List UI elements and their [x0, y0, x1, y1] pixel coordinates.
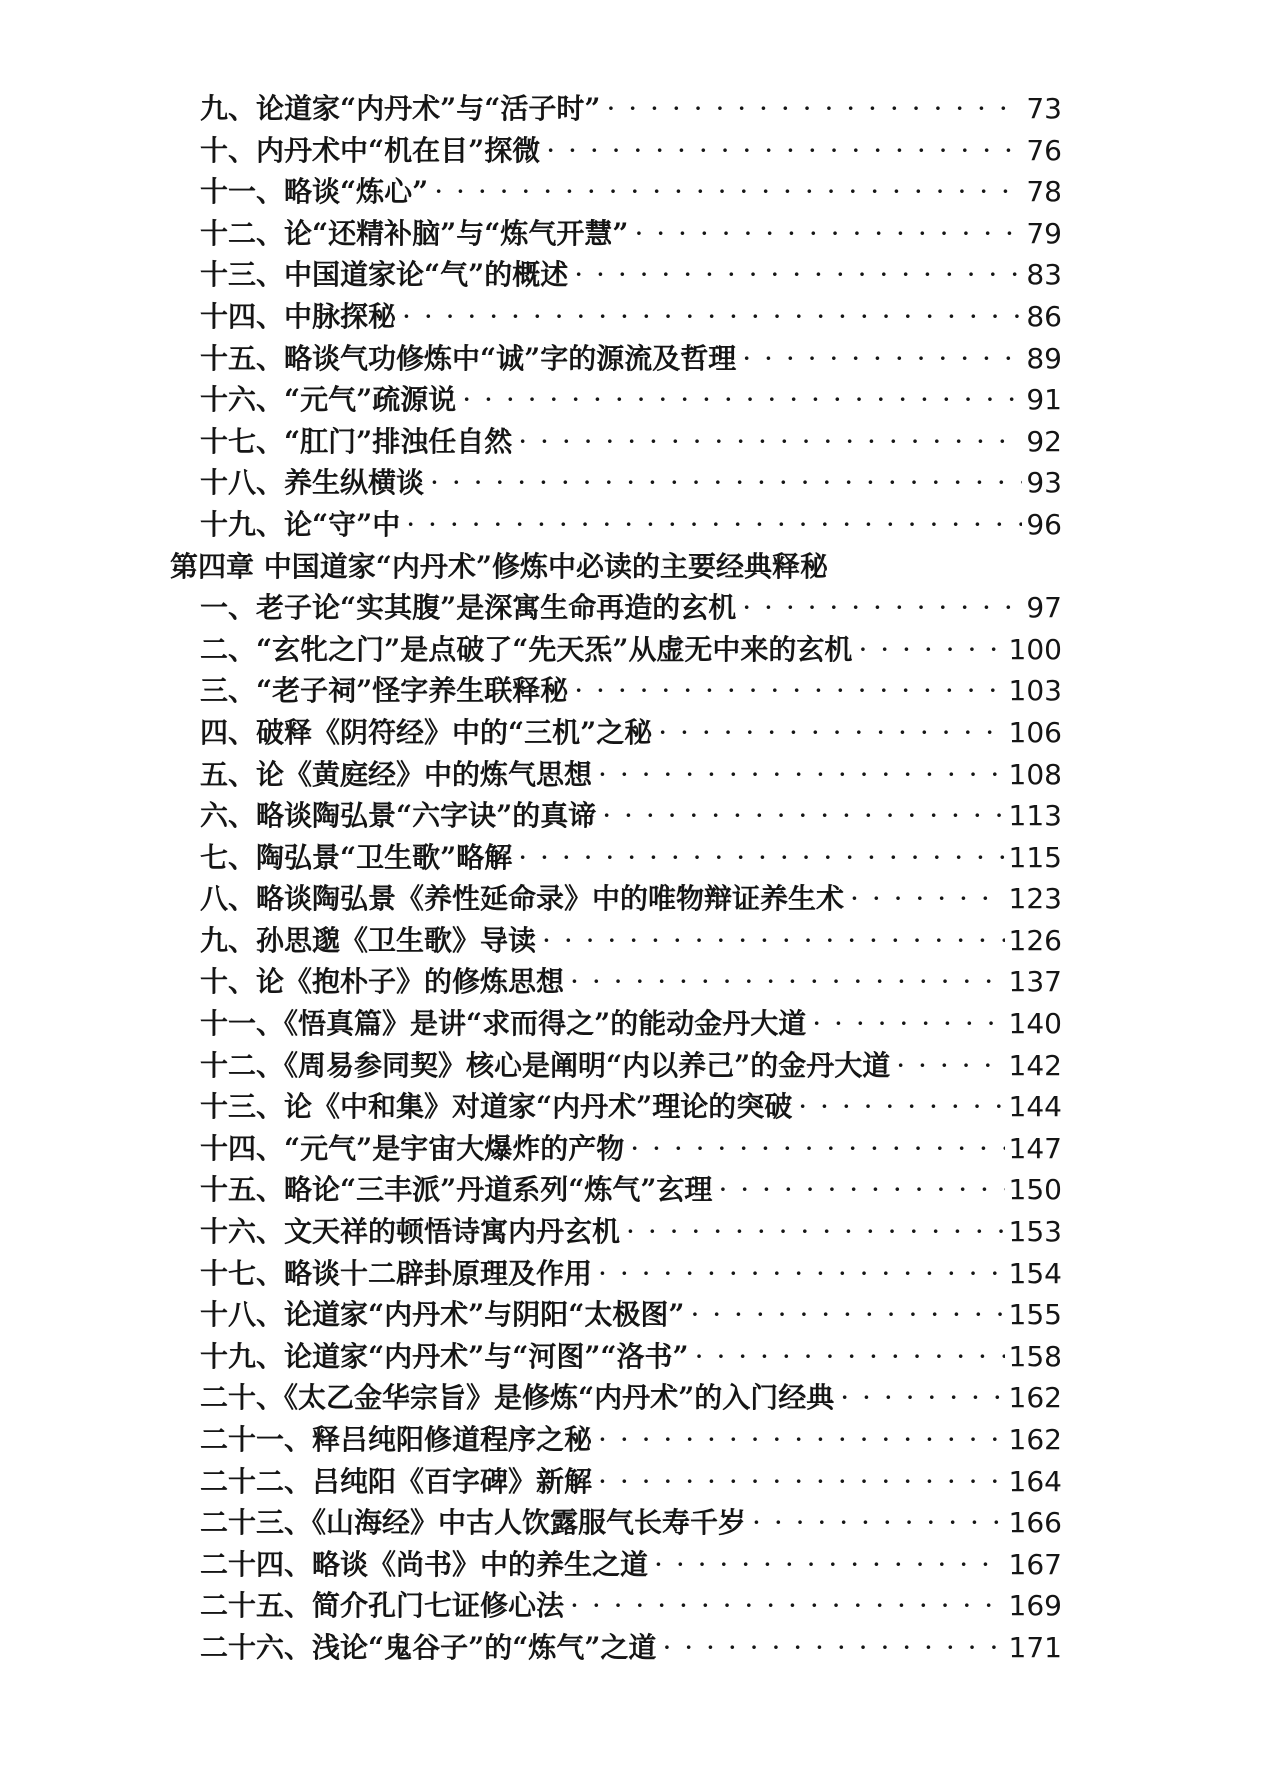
toc-entry — [200, 1253, 1062, 1295]
toc-entry — [200, 1294, 1062, 1336]
toc-entry — [200, 1377, 1062, 1419]
toc-entry-title: 二十一、释吕纯阳修道程序之秘 — [200, 1423, 593, 1456]
dot-leader — [542, 920, 1005, 962]
toc-entry-page-number: 155 — [1008, 1298, 1062, 1332]
toc-entry-title: 八、略谈陶弘景《养性延命录》中的唯物辩证养生术 — [200, 882, 845, 916]
toc-entry-page-number: 103 — [1008, 674, 1062, 708]
toc-entry — [200, 670, 1062, 712]
toc-entry-page-number: 89 — [1026, 341, 1062, 375]
toc-entry — [200, 504, 1062, 546]
toc-entry-page-number: 91 — [1026, 383, 1062, 417]
dot-leader — [598, 754, 1005, 796]
toc-entry-page-number: 154 — [1008, 1256, 1062, 1290]
toc-entry — [200, 961, 1062, 1003]
dot-leader — [518, 837, 1004, 879]
toc-entry-title: 二十、《太乙金华宗旨》是修炼“内丹术”的入门经典 — [200, 1381, 835, 1415]
dot-leader — [654, 1544, 1005, 1586]
dot-leader — [598, 1419, 1005, 1461]
toc-entry-title: 十一、略谈“炼心” — [200, 175, 429, 209]
toc-entry — [200, 1169, 1062, 1211]
toc-entry-page-number: 108 — [1008, 757, 1062, 791]
toc-entry-title: 十二、论“还精补脑”与“炼气开慧” — [200, 216, 629, 250]
toc-entry — [200, 795, 1062, 837]
toc-entry-title: 十、论《抱朴子》的修炼思想 — [200, 965, 565, 999]
dot-leader — [462, 379, 1022, 421]
toc-entry-page-number: 126 — [1008, 923, 1062, 957]
dot-leader — [402, 296, 1022, 338]
toc-entry-title: 二、“玄牝之门”是点破了“先天炁”从虚无中来的玄机 — [200, 632, 853, 666]
toc-entry-page-number: 93 — [1026, 466, 1062, 500]
toc-entry — [200, 88, 1062, 130]
toc-entry-page-number: 171 — [1008, 1630, 1062, 1664]
toc-entry-page-number: 86 — [1026, 299, 1062, 333]
toc-entry-page-number: 113 — [1008, 799, 1062, 833]
dot-leader — [626, 1211, 1005, 1253]
toc-entry-title: 十八、养生纵横谈 — [200, 466, 425, 500]
toc-entry — [200, 629, 1062, 671]
toc-entry — [200, 878, 1062, 920]
toc-entry-page-number: 162 — [1008, 1381, 1062, 1415]
toc-entry-title: 十、内丹术中“机在目”探微 — [200, 133, 541, 167]
dot-leader — [406, 504, 1022, 546]
toc-entry — [200, 1128, 1062, 1170]
toc-entry — [200, 1544, 1062, 1586]
dot-leader — [570, 961, 1005, 1003]
toc-entry — [200, 213, 1062, 255]
toc-entry-title: 四、破释《阴符经》中的“三机”之秘 — [200, 715, 653, 749]
toc-entry-title: 十五、略论“三丰派”丹道系列“炼气”玄理 — [200, 1173, 713, 1207]
toc-entry-page-number: 106 — [1008, 715, 1062, 749]
toc-entry — [200, 379, 1062, 421]
toc-entry-page-number: 142 — [1008, 1048, 1062, 1082]
toc-entry — [200, 462, 1062, 504]
toc-entry — [200, 1336, 1062, 1378]
dot-leader — [574, 670, 1004, 712]
toc-entry-title: 十六、“元气”疏源说 — [200, 383, 457, 417]
toc-entry-page-number: 144 — [1008, 1090, 1062, 1124]
toc-entry-title: 二十三、《山海经》中古人饮露服气长寿千岁 — [200, 1506, 747, 1540]
dot-leader — [602, 795, 1004, 837]
toc-entry — [200, 1003, 1062, 1045]
toc-entry — [200, 254, 1062, 296]
dot-leader — [695, 1336, 1005, 1378]
toc-entry-page-number: 97 — [1026, 591, 1062, 625]
toc-entry-title: 十四、“元气”是宇宙大爆炸的产物 — [200, 1131, 625, 1165]
toc-entry-title: 十七、略谈十二辟卦原理及作用 — [200, 1256, 593, 1290]
toc-entry-page-number: 123 — [1008, 882, 1062, 916]
toc-entry-page-number: 79 — [1026, 216, 1062, 250]
toc-entry-page-number: 166 — [1008, 1506, 1062, 1540]
toc-entry-title: 二十二、吕纯阳《百字碑》新解 — [200, 1464, 593, 1498]
toc-entry — [200, 130, 1062, 172]
toc-entry-page-number: 140 — [1008, 1007, 1062, 1041]
toc-entry-page-number: 169 — [1008, 1589, 1062, 1623]
toc-entry — [200, 1211, 1062, 1253]
dot-leader — [742, 587, 1022, 629]
toc-entry — [200, 712, 1062, 754]
toc-entry — [200, 1585, 1062, 1627]
dot-leader — [812, 1003, 1004, 1045]
toc-entry-page-number: 92 — [1026, 424, 1062, 458]
toc-entry-title: 六、略谈陶弘景“六字诀”的真谛 — [200, 799, 597, 833]
toc-entry-page-number: 164 — [1008, 1464, 1062, 1498]
dot-leader — [570, 1585, 1005, 1627]
toc-entry — [200, 1045, 1062, 1087]
toc-entry-title: 十三、论《中和集》对道家“内丹术”理论的突破 — [200, 1090, 793, 1124]
toc-entry-page-number: 115 — [1008, 840, 1062, 874]
dot-leader — [896, 1045, 1004, 1087]
toc-entry-title: 十三、中国道家论“气”的概述 — [200, 258, 569, 292]
toc-entry-title: 七、陶弘景“卫生歌”略解 — [200, 840, 513, 874]
dot-leader — [434, 171, 1022, 213]
toc-entry — [200, 296, 1062, 338]
dot-leader — [574, 254, 1022, 296]
toc-entry-title: 十八、论道家“内丹术”与阴阳“太极图” — [200, 1298, 685, 1332]
dot-leader — [662, 1627, 1004, 1669]
dot-leader — [634, 213, 1022, 255]
toc-entry-page-number: 162 — [1008, 1423, 1062, 1456]
toc-entry-title: 二十五、简介孔门七证修心法 — [200, 1589, 565, 1623]
dot-leader — [690, 1294, 1004, 1336]
dot-leader — [858, 629, 1004, 671]
toc-entry — [200, 587, 1062, 629]
dot-leader — [718, 1169, 1004, 1211]
toc-entry — [200, 1502, 1062, 1544]
dot-leader — [630, 1128, 1004, 1170]
chapter-heading: 第四章 中国道家“内丹术”修炼中必读的主要经典释秘 — [170, 549, 828, 583]
toc-entry-page-number: 83 — [1026, 258, 1062, 292]
toc-entry-title: 一、老子论“实其腹”是深寓生命再造的玄机 — [200, 591, 737, 625]
toc-entry-title: 三、“老子祠”怪字养生联释秘 — [200, 674, 569, 708]
toc-entry — [200, 1461, 1062, 1503]
toc-entry-title: 五、论《黄庭经》中的炼气思想 — [200, 757, 593, 791]
toc-entry-page-number: 96 — [1026, 507, 1062, 541]
dot-leader — [430, 462, 1022, 504]
toc-entry-page-number: 78 — [1026, 175, 1062, 209]
toc-entry — [200, 754, 1062, 796]
toc-entry-title: 九、孙思邈《卫生歌》导读 — [200, 923, 537, 957]
toc-entry-page-number: 150 — [1008, 1173, 1062, 1207]
toc-entry — [200, 1086, 1062, 1128]
toc-entry-title: 九、论道家“内丹术”与“活子时” — [200, 92, 601, 125]
toc-entry-title: 十一、《悟真篇》是讲“求而得之”的能动金丹大道 — [200, 1007, 807, 1041]
table-of-contents — [0, 88, 1261, 1669]
toc-entry — [200, 1419, 1062, 1461]
toc-entry-title: 十七、“肛门”排浊任自然 — [200, 424, 513, 458]
toc-entry-title: 二十六、浅论“鬼谷子”的“炼气”之道 — [200, 1630, 657, 1664]
toc-entry-title: 二十四、略谈《尚书》中的养生之道 — [200, 1547, 649, 1581]
toc-entry-page-number: 147 — [1008, 1131, 1062, 1165]
toc-entry-page-number: 158 — [1008, 1339, 1062, 1373]
dot-leader — [752, 1502, 1005, 1544]
toc-entry — [200, 1627, 1062, 1669]
dot-leader — [658, 712, 1004, 754]
toc-entry-title: 十五、略谈气功修炼中“诚”字的源流及哲理 — [200, 341, 737, 375]
dot-leader — [598, 1253, 1005, 1295]
toc-entry-title: 十九、论“守”中 — [200, 507, 401, 541]
toc-entry-title: 十六、文天祥的顿悟诗寓内丹玄机 — [200, 1215, 621, 1249]
toc-entry-page-number: 153 — [1008, 1215, 1062, 1249]
toc-entry-page-number: 137 — [1008, 965, 1062, 999]
dot-leader — [598, 1461, 1005, 1503]
dot-leader — [518, 421, 1022, 463]
toc-entry-title: 十四、中脉探秘 — [200, 299, 397, 333]
dot-leader — [840, 1377, 1004, 1419]
dot-leader — [606, 88, 1022, 130]
toc-entry-page-number: 76 — [1026, 133, 1062, 167]
toc-entry-page-number: 167 — [1008, 1547, 1062, 1581]
dot-leader — [742, 338, 1022, 380]
toc-entry — [200, 920, 1062, 962]
dot-leader — [546, 130, 1022, 172]
toc-entry — [200, 421, 1062, 463]
toc-entry — [200, 837, 1062, 879]
toc-entry-title: 十二、《周易参同契》核心是阐明“内以养己”的金丹大道 — [200, 1048, 891, 1082]
toc-entry-page-number: 100 — [1008, 632, 1062, 666]
dot-leader — [798, 1086, 1004, 1128]
toc-entry — [200, 338, 1062, 380]
toc-entry — [200, 171, 1062, 213]
toc-entry-title: 十九、论道家“内丹术”与“河图”“洛书” — [200, 1339, 689, 1373]
dot-leader — [850, 878, 1005, 920]
toc-entry-page-number: 73 — [1026, 92, 1062, 125]
